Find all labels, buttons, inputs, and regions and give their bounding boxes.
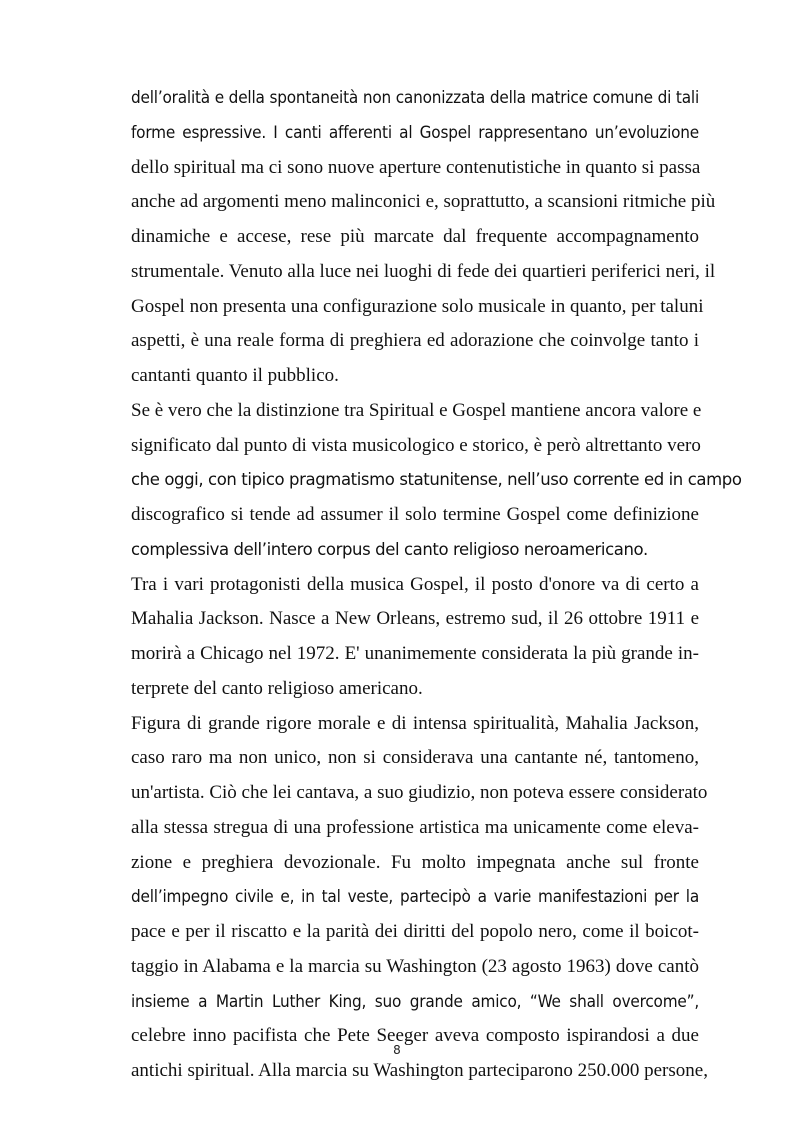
- text-line: Gospel non presenta una configurazione solo musicale in quanto, per taluni: [131, 296, 704, 317]
- text-line: alla stessa stregua di una professione artistica ma unicamente come eleva-: [131, 817, 699, 838]
- text-line: taggio in Alabama e la marcia su Washington (23 agosto 1963) dove cantò: [131, 956, 699, 977]
- text-line: cantanti quanto il pubblico.: [131, 365, 339, 386]
- text-line: Mahalia Jackson. Nasce a New Orleans, estremo sud, il 26 ottobre 1911 e: [131, 608, 699, 629]
- text-line: dinamiche e accese, rese più marcate dal frequente accompagnamento: [131, 226, 699, 247]
- text-line: Tra i vari protagonisti della musica Gospel, il posto d'onore va di certo a: [131, 574, 699, 595]
- text-line: discografico si tende ad assumer il solo termine Gospel come definizione: [131, 504, 699, 525]
- text-line: morirà a Chicago nel 1972. E' unanimemente considerata la più grande in-: [131, 643, 699, 664]
- text-line: complessiva dell’intero corpus del canto religioso neroamericano.: [131, 540, 648, 559]
- text-line: aspetti, è una reale forma di preghiera ed adorazione che coinvolge tanto i: [131, 330, 699, 351]
- text-line: forme espressive. I canti afferenti al Gospel rappresentano un’evoluzione: [131, 123, 699, 143]
- text-line: Figura di grande rigore morale e di intensa spiritualità, Mahalia Jackson,: [131, 713, 699, 734]
- text-line: che oggi, con tipico pragmatismo statunitense, nell’uso corrente ed in campo: [131, 470, 742, 489]
- page-number: 8: [393, 1043, 401, 1057]
- text-line: pace e per il riscatto e la parità dei diritti del popolo nero, come il boicot-: [131, 921, 699, 942]
- text-line: insieme a Martin Luther King, suo grande amico, “We shall overcome”,: [131, 992, 699, 1012]
- text-line: dell’impegno civile e, in tal veste, partecipò a varie manifestazioni per la: [131, 887, 699, 907]
- text-line: anche ad argomenti meno malinconici e, soprattutto, a scansioni ritmiche più: [131, 191, 716, 212]
- text-line: dello spiritual ma ci sono nuove aperture contenutistiche in quanto si passa: [131, 157, 701, 178]
- text-line: terprete del canto religioso americano.: [131, 678, 423, 699]
- text-line: Se è vero che la distinzione tra Spiritual e Gospel mantiene ancora valore e: [131, 400, 702, 421]
- text-line: significato dal punto di vista musicologico e storico, è però altrettanto vero: [131, 435, 701, 456]
- text-line: caso raro ma non unico, non si considerava una cantante né, tantomeno,: [131, 747, 699, 768]
- text-line: un'artista. Ciò che lei cantava, a suo giudizio, non poteva essere considerato: [131, 782, 708, 803]
- text-line: dell’oralità e della spontaneità non canonizzata della matrice comune di tali: [131, 88, 699, 108]
- text-line: strumentale. Venuto alla luce nei luoghi di fede dei quartieri periferici neri, il: [131, 261, 716, 282]
- text-line: antichi spiritual. Alla marcia su Washington parteciparono 250.000 persone,: [131, 1060, 708, 1081]
- text-line: celebre inno pacifista che Pete Seeger aveva composto ispirandosi a due: [131, 1025, 699, 1046]
- text-line: zione e preghiera devozionale. Fu molto impegnata anche sul fronte: [131, 852, 699, 873]
